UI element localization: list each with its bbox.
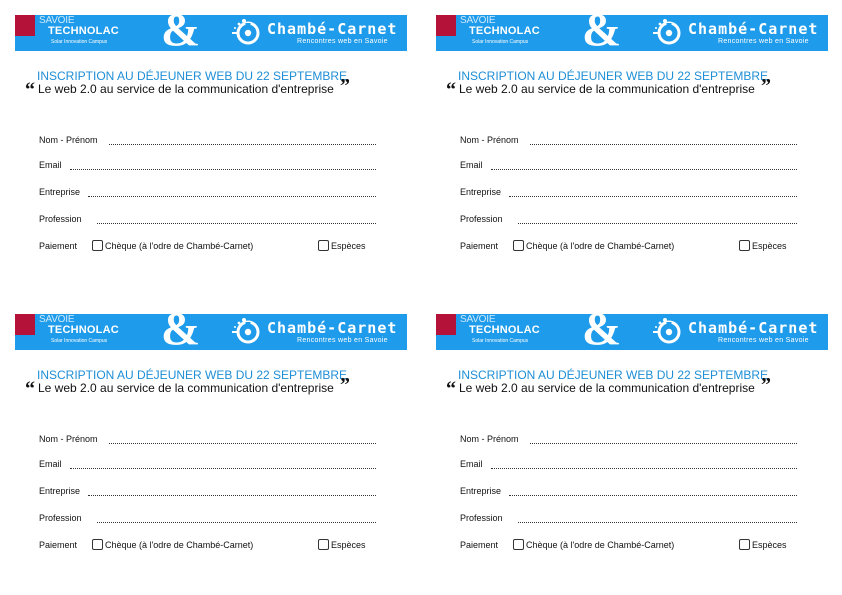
especes-option-label: Espèces [331, 241, 366, 251]
especes-option-label: Espèces [331, 540, 366, 550]
chambe-carnet-logo-text: Chambé-Carnet [688, 20, 819, 38]
payment-label: Paiement [460, 540, 499, 550]
chambe-carnet-tagline: Rencontres web en Savoie [718, 38, 809, 45]
registration-title: INSCRIPTION AU DÉJEUNER WEB DU 22 SEPTEMBRE [37, 368, 348, 382]
company-field-label: Entreprise [460, 187, 502, 197]
company-field-label: Entreprise [39, 486, 81, 496]
payment-row [460, 239, 805, 253]
cheque-checkbox[interactable] [92, 240, 103, 251]
company-field[interactable] [460, 486, 797, 500]
chambe-carnet-logo-icon [231, 316, 263, 346]
email-field[interactable] [460, 160, 797, 174]
savoie-label: SAVOIE [460, 314, 496, 325]
registration-title: INSCRIPTION AU DÉJEUNER WEB DU 22 SEPTEMBRE [458, 368, 769, 382]
email-field[interactable] [39, 459, 376, 473]
email-field-line[interactable] [70, 169, 376, 170]
payment-row [460, 538, 805, 552]
cheque-option-label: Chèque (à l'odre de Chambé-Carnet) [105, 241, 254, 251]
ampersand: & [161, 4, 201, 56]
chambe-carnet-tagline: Rencontres web en Savoie [297, 337, 388, 344]
registration-card [436, 4, 828, 280]
event-subtitle: Le web 2.0 au service de la communication d'entreprise [38, 82, 334, 96]
close-quote-mark: ” [761, 374, 771, 396]
technolac-logo-text: TECHNOLAC [469, 324, 540, 336]
chambe-carnet-logo-text: Chambé-Carnet [688, 319, 819, 337]
company-field[interactable] [39, 486, 376, 500]
company-field-line[interactable] [88, 495, 376, 496]
payment-label: Paiement [39, 540, 78, 550]
name-field-label: Nom - Prénom [39, 434, 98, 444]
email-field-label: Email [460, 459, 483, 469]
company-field[interactable] [39, 187, 376, 201]
technolac-logo-square [15, 15, 35, 36]
email-field-label: Email [460, 160, 483, 170]
company-field-label: Entreprise [460, 486, 502, 496]
profession-field-line[interactable] [97, 223, 376, 224]
profession-field-label: Profession [460, 214, 503, 224]
company-field-label: Entreprise [39, 187, 81, 197]
close-quote-mark: ” [340, 75, 350, 97]
company-field[interactable] [460, 187, 797, 201]
technolac-tagline: Solar Innovation Campus [51, 39, 108, 45]
name-field-line[interactable] [109, 144, 376, 145]
savoie-label: SAVOIE [460, 15, 496, 26]
technolac-logo-square [15, 314, 35, 335]
header-banner [15, 4, 407, 56]
cheque-option-label: Chèque (à l'odre de Chambé-Carnet) [526, 540, 675, 550]
name-field[interactable] [460, 135, 797, 149]
savoie-label: SAVOIE [39, 15, 75, 26]
open-quote-mark: “ [25, 79, 35, 101]
close-quote-mark: ” [340, 374, 350, 396]
technolac-logo-text: TECHNOLAC [48, 25, 119, 37]
company-field-line[interactable] [509, 495, 797, 496]
registration-title: INSCRIPTION AU DÉJEUNER WEB DU 22 SEPTEMBRE [37, 69, 348, 83]
profession-field-line[interactable] [97, 522, 376, 523]
name-field-line[interactable] [530, 443, 797, 444]
company-field-line[interactable] [88, 196, 376, 197]
event-subtitle: Le web 2.0 au service de la communication d'entreprise [38, 381, 334, 395]
technolac-logo-text: TECHNOLAC [48, 324, 119, 336]
name-field-label: Nom - Prénom [39, 135, 98, 145]
profession-field-label: Profession [39, 513, 82, 523]
payment-row [39, 538, 384, 552]
email-field-label: Email [39, 160, 62, 170]
name-field-label: Nom - Prénom [460, 434, 519, 444]
chambe-carnet-logo-text: Chambé-Carnet [267, 20, 398, 38]
profession-field-line[interactable] [518, 522, 797, 523]
profession-field-label: Profession [460, 513, 503, 523]
cheque-option-label: Chèque (à l'odre de Chambé-Carnet) [526, 241, 675, 251]
email-field-label: Email [39, 459, 62, 469]
name-field[interactable] [39, 135, 376, 149]
email-field-line[interactable] [70, 468, 376, 469]
email-field[interactable] [39, 160, 376, 174]
especes-option-label: Espèces [752, 540, 787, 550]
profession-field-line[interactable] [518, 223, 797, 224]
cheque-checkbox[interactable] [513, 240, 524, 251]
technolac-tagline: Solar Innovation Campus [51, 338, 108, 344]
name-field[interactable] [39, 434, 376, 448]
chambe-carnet-logo-icon [652, 17, 684, 47]
header-banner [436, 4, 828, 56]
especes-checkbox[interactable] [318, 240, 329, 251]
name-field[interactable] [460, 434, 797, 448]
event-subtitle: Le web 2.0 au service de la communication d'entreprise [459, 82, 755, 96]
email-field[interactable] [460, 459, 797, 473]
company-field-line[interactable] [509, 196, 797, 197]
savoie-label: SAVOIE [39, 314, 75, 325]
especes-checkbox[interactable] [318, 539, 329, 550]
cheque-option-label: Chèque (à l'odre de Chambé-Carnet) [105, 540, 254, 550]
profession-field[interactable] [39, 513, 376, 527]
payment-row [39, 239, 384, 253]
profession-field[interactable] [460, 513, 797, 527]
cheque-checkbox[interactable] [513, 539, 524, 550]
especes-checkbox[interactable] [739, 240, 750, 251]
cheque-checkbox[interactable] [92, 539, 103, 550]
registration-card [436, 303, 828, 579]
ampersand: & [161, 303, 201, 355]
technolac-logo-square [436, 314, 456, 335]
technolac-logo-square [436, 15, 456, 36]
technolac-logo-text: TECHNOLAC [469, 25, 540, 37]
name-field-line[interactable] [530, 144, 797, 145]
payment-label: Paiement [460, 241, 499, 251]
profession-field[interactable] [39, 214, 376, 228]
payment-label: Paiement [39, 241, 78, 251]
profession-field[interactable] [460, 214, 797, 228]
chambe-carnet-logo-icon [231, 17, 263, 47]
technolac-tagline: Solar Innovation Campus [472, 39, 529, 45]
ampersand: & [582, 303, 622, 355]
email-field-line[interactable] [491, 468, 797, 469]
registration-card [15, 303, 407, 579]
name-field-line[interactable] [109, 443, 376, 444]
ampersand: & [582, 4, 622, 56]
open-quote-mark: “ [446, 378, 456, 400]
chambe-carnet-logo-icon [652, 316, 684, 346]
close-quote-mark: ” [761, 75, 771, 97]
header-banner [15, 303, 407, 355]
especes-option-label: Espèces [752, 241, 787, 251]
email-field-line[interactable] [491, 169, 797, 170]
chambe-carnet-logo-text: Chambé-Carnet [267, 319, 398, 337]
profession-field-label: Profession [39, 214, 82, 224]
registration-card [15, 4, 407, 280]
open-quote-mark: “ [25, 378, 35, 400]
chambe-carnet-tagline: Rencontres web en Savoie [297, 38, 388, 45]
header-banner [436, 303, 828, 355]
chambe-carnet-tagline: Rencontres web en Savoie [718, 337, 809, 344]
registration-title: INSCRIPTION AU DÉJEUNER WEB DU 22 SEPTEMBRE [458, 69, 769, 83]
technolac-tagline: Solar Innovation Campus [472, 338, 529, 344]
name-field-label: Nom - Prénom [460, 135, 519, 145]
especes-checkbox[interactable] [739, 539, 750, 550]
event-subtitle: Le web 2.0 au service de la communication d'entreprise [459, 381, 755, 395]
open-quote-mark: “ [446, 79, 456, 101]
